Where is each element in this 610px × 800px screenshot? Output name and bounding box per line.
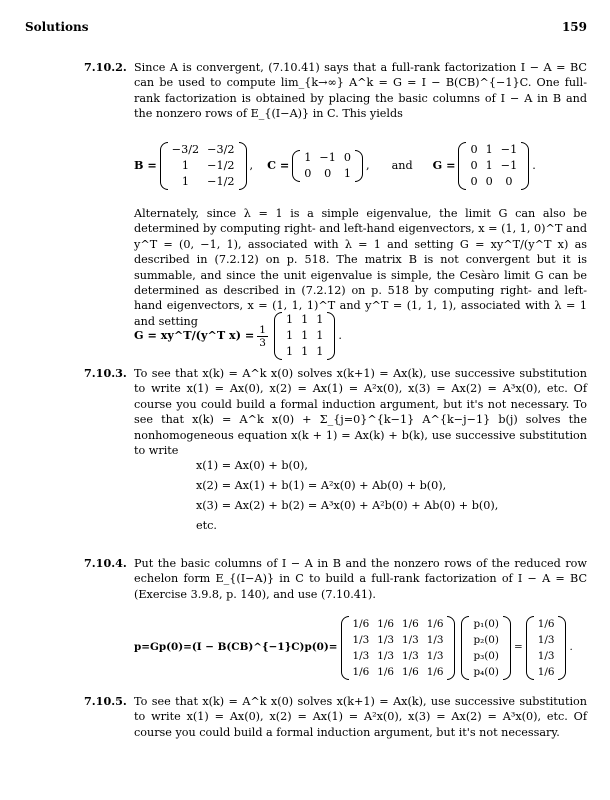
matrix-entry: 0 [470,143,478,156]
fraction-numerator: 1 [259,323,266,336]
exercise-number: 7.10.4. [84,556,127,570]
paragraph-text: To see that x(k) = A^k x(0) solves x(k+1) = Ax(k), use successive substitution to write x(1) = Ax(0), x(2) = Ax(1) = A²x(0), x(3) = Ax(2) = A³x(0), etc. Of course you could build a formal induction argument, but it's not necessary. [134,695,587,739]
matrix-entry: 1 [301,345,309,358]
matrix-entry: 1 [485,159,493,172]
right-paren [239,142,247,190]
matrix-entry: 1 [485,143,493,156]
solution-paragraph [134,556,587,602]
matrix-entry: p₂(0) [473,634,499,646]
left-paren [341,616,349,680]
matrix-entry: −3/2 [171,143,200,156]
right-paren [327,312,335,360]
matrix-entry: 1/3 [401,634,419,646]
matrix-M [341,616,456,680]
matrix-entry: 0 [505,175,513,188]
right-paren [521,142,529,190]
matrix-label: B = [134,158,157,173]
equation-line: x(3) = Ax(2) + b(2) = A³x(0) + A²b(0) + Ab(0) + b(0), [196,499,499,512]
left-paren [458,142,466,190]
equation-lhs: p=Gp(0)=(I − B(CB)^{−1}C)p(0)= [134,641,338,654]
solution-paragraph [134,366,587,458]
matrix-entry: −3/2 [207,143,235,156]
matrix-entry: 1/3 [426,650,444,662]
matrix-entry: 1/3 [377,634,394,646]
matrix-entry: 1 [301,313,309,326]
page-number: 159 [561,20,587,34]
matrix-ones [274,312,335,360]
matrix-entry: p₁(0) [473,618,499,630]
matrix-entry: 0 [343,151,352,164]
matrix-entry: −1 [319,151,336,164]
matrix-entry: −1 [500,159,518,172]
matrix-entry: 1/3 [377,650,394,662]
matrix-label: G = xy^T/(y^T x) = [134,328,255,343]
matrix-entry: 1 [285,313,294,326]
paragraph-text: Alternately, since λ = 1 is a simple eigenvalue, the limit G can also be determined by computing right- and left-hand eigenvectors, x = (1, 1, 0)^T and y^T = (0, −1, 1), associated with λ = 1 and setting G = xy^T/(y^T x) as described in (7.2.12) on p. 518. The matrix B is not convergent but it is summable, and since the unit eigenvalue is simple, the Cesàro limit G can be determined as described in (7.2.12) on p. 518 by computing right- and left-hand eigenvectors, x = (1, 1, 1)^T and y^T = (1, 1, 1), associated with λ = 1 and setting [134,207,587,328]
equation-line: x(1) = Ax(0) + b(0), [196,459,308,472]
fraction [257,324,268,349]
equals-sign: = [513,641,523,654]
fraction-denominator: 3 [259,336,266,349]
equation-lines [196,456,498,536]
matrix-entry: 0 [324,167,332,180]
matrix-label: C = [267,158,290,173]
equation-line: etc. [196,519,217,532]
matrix-entry: 1 [181,159,189,172]
running-header-title: Solutions [25,20,89,34]
matrix-label: G = [432,158,456,173]
right-paren [355,150,363,182]
matrix-entry: 1 [285,345,294,358]
vector-result [526,616,567,680]
equation-line: x(2) = Ax(1) + b(1) = A²x(0) + Ab(0) + b(0), [196,479,447,492]
matrix-entry: 1/6 [352,618,370,630]
matrix-entry: 1 [343,167,352,180]
matrix-entry: 1/6 [537,618,555,630]
matrix-entry: 1/6 [377,618,394,630]
right-paren [558,616,566,680]
matrix-entry: 1/3 [537,650,555,662]
matrix-B [160,142,247,190]
left-paren [160,142,168,190]
matrix-entry: −1/2 [207,159,235,172]
exercise-number: 7.10.3. [84,366,127,380]
running-header [25,20,587,35]
solution-paragraph [134,206,587,329]
vector-p0 [461,616,511,680]
matrix-display: G = xy^T/(y^T x) = $\frac{1}{3}$ 1 1 1 1 1 1 1 1 1 . [134,313,342,358]
solution-paragraph [134,694,587,740]
paragraph-text: To see that x(k) = A^k x(0) solves x(k+1) = Ax(k), use successive substitution to write x(1) = Ax(0), x(2) = Ax(1) = A²x(0), x(3) = Ax(2) = A³x(0), etc. Of course you could build a formal induction argument, but it's not necessary. To see that x(k) = A^k x(0) + Σ_{j=0}^{k−1} A^{k−j−1} b(j) solves the nonhomogeneous equation x(k + 1) = Ax(k) + b(k), use successive substitution to write [134,367,587,458]
matrix-entry: 1 [316,329,324,342]
paragraph-text: Put the basic columns of I − A in B and the nonzero rows of the reduced row echelon form E_{(I−A)} in C to build a full-rank factorization of I − A = BC (Exercise 3.9.8, p. 140), and use (7.10.41). [134,557,587,601]
matrix-entry: 1/6 [401,666,419,678]
matrix-entry: −1/2 [207,175,235,188]
matrix-entry: 1/3 [426,634,444,646]
matrix-entry: 1/6 [377,666,394,678]
matrix-G [458,142,529,190]
matrix-entry: 1/6 [401,618,419,630]
matrix-display: p=Gp(0)=(I − B(CB)^{−1}C)p(0)= 1/6 1/6 1/6 1/6 1/3 1/3 1/3 1/3 1/3 1/3 1/3 1/3 1/6 1/6 1/6 1/6 p₁(0) p₂(0) p₃(0) p₄(0) = 1/6 1/3 1/3 1/6 . [134,618,573,678]
left-paren [461,616,469,680]
matrix-entry: 1/3 [401,650,419,662]
left-paren [292,150,300,182]
matrix-C [292,150,363,182]
left-paren [526,616,534,680]
matrix-entry: 0 [304,167,312,180]
matrix-entry: 0 [485,175,493,188]
matrix-entry: 1/6 [352,666,370,678]
connective-text: and [391,159,413,173]
matrix-entry: 1/3 [537,634,555,646]
matrix-entry: −1 [500,143,518,156]
matrix-entry: 1 [316,345,324,358]
left-paren [274,312,282,360]
matrix-entry: 1 [181,175,189,188]
matrix-entry: 1 [301,329,309,342]
right-paren [503,616,511,680]
matrix-entry: 1 [285,329,294,342]
matrix-entry: 1 [304,151,312,164]
matrix-entry: 1/6 [426,618,444,630]
matrix-entry: 1/6 [426,666,444,678]
matrix-entry: 1/3 [352,650,370,662]
exercise-number: 7.10.2. [84,60,127,74]
right-paren [447,616,455,680]
matrix-entry: 1/6 [537,666,555,678]
matrix-entry: 0 [470,159,478,172]
matrix-entry: p₃(0) [473,650,499,662]
exercise-number: 7.10.5. [84,694,127,708]
matrix-entry: 0 [470,175,478,188]
matrix-entry: 1 [316,313,324,326]
matrix-entry: 1/3 [352,634,370,646]
matrix-display: B = −3/2 −3/2 1 −1/2 1 −1/2 , C = 1 −1 0 0 0 1 , and G = 0 1 −1 0 1 −1 0 0 0 . [134,143,536,188]
matrix-entry: p₄(0) [473,666,499,678]
solution-paragraph [134,60,587,122]
paragraph-text: Since A is convergent, (7.10.41) says that a full-rank factorization I − A = BC can be used to compute lim_{k→∞} A^k = G = I − B(CB)^{−1}C. One full-rank factorization is obtained by placing the basic columns of I − A in B and the nonzero rows of E_{(I−A)} in C. This yields [134,61,587,121]
